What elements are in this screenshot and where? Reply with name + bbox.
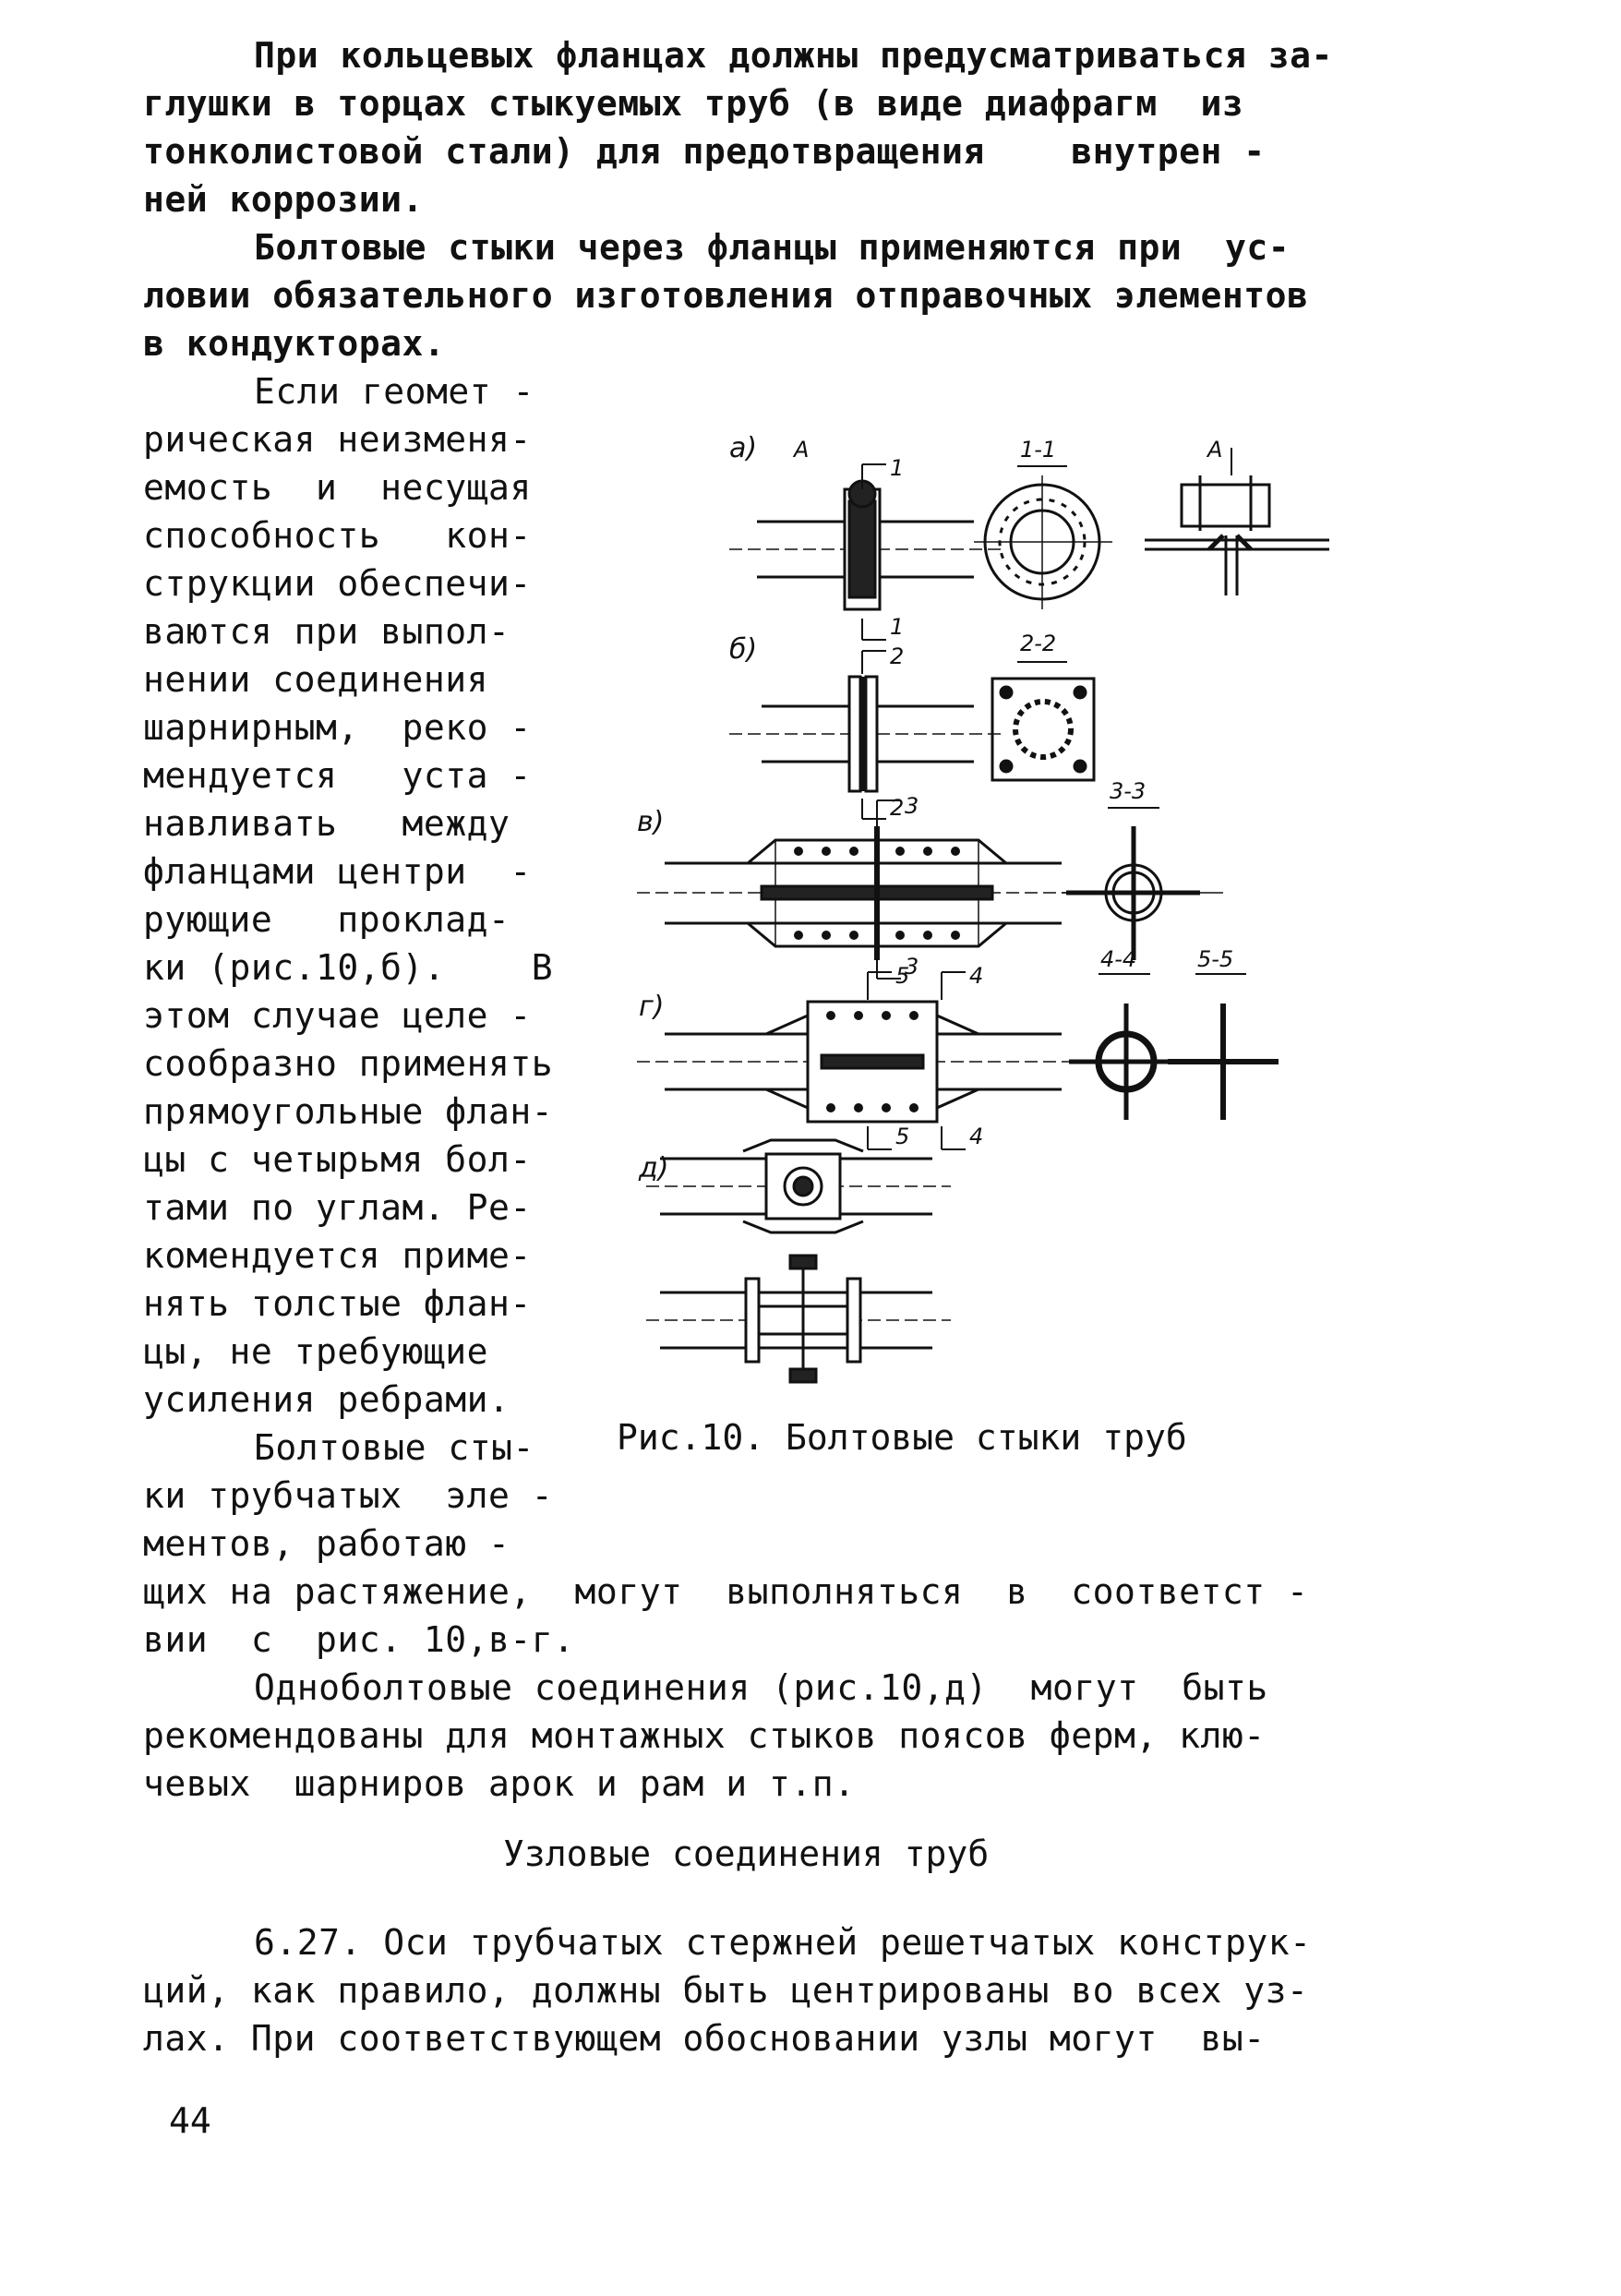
text-line: ки трубчатых эле - [143,1475,554,1516]
text-line: ций, как правило, должны быть центрированы во всех уз- [143,1970,1309,2011]
label-b: б) [729,633,758,666]
label-section-2-bottom: 2 [890,795,905,821]
text-line: тонколистовой стали) для предотвращения внутрен - [143,131,1266,172]
text-line: емость и несущая [143,467,532,508]
text-line: усиления ребрами. [143,1379,510,1420]
text-line: фланцами центри - [143,851,532,892]
text-line: рическая неизменя- [143,419,532,460]
text-line: цы, не требующие [143,1331,489,1372]
text-line: в кондукторах. [143,323,446,364]
label-A-detail: А [1207,437,1223,463]
text-line: щих на растяжение, могут выполняться в соответст - [143,1571,1309,1612]
text-line: чевых шарниров арок и рам и т.п. [143,1763,856,1804]
label-section-3-bottom: 3 [905,954,919,980]
joint-g [637,972,1279,1149]
text-line: навливать между [143,803,510,844]
label-d: д) [639,1152,669,1184]
label-a: а) [729,432,758,464]
label-4-4: 4-4 [1100,946,1137,972]
text-line: шарнирным, реко - [143,707,532,748]
label-3-3: 3-3 [1110,778,1147,804]
label-section-1-bottom: 1 [890,614,905,640]
text-line: Одноболтовые соединения (рис.10,д) могут быть [254,1667,1268,1708]
joint-d [646,1140,951,1382]
text-line: нять толстые флан- [143,1283,532,1324]
page-number: 44 [169,2100,211,2141]
text-line: При кольцевых фланцах должны предусматриваться за- [254,35,1333,76]
figure-caption: Рис.10. Болтовые стыки труб [617,1417,1187,1458]
text-line: прямоугольные флан- [143,1091,554,1132]
figure-bolted-pipe-joints [628,420,1348,1389]
text-line: нении соединения [143,659,489,700]
text-line: тами по углам. Ре- [143,1187,532,1228]
text-line: ваются при выпол- [143,611,510,652]
label-section-3: 3 [905,793,919,819]
text-line: мендуется уста - [143,755,532,796]
label-v: в) [637,806,665,838]
text-line: цы с четырьмя бол- [143,1139,532,1180]
text-line: ки (рис.10,б). В [143,947,554,988]
text-line: способность кон- [143,515,532,556]
label-A-top: А [794,437,810,463]
text-line: Болтовые стыки через фланцы применяются при ус- [254,227,1291,268]
label-section-1: 1 [890,455,905,481]
label-section-2: 2 [890,643,905,669]
text-line: ловии обязательного изготовления отправочных элементов [143,275,1309,316]
text-line: вии с рис. 10,в-г. [143,1619,575,1660]
joint-a [729,448,1329,640]
text-line: комендуется приме- [143,1235,532,1276]
label-section-4: 4 [969,963,984,989]
text-line: 6.27. Оси трубчатых стержней решетчатых конструк- [254,1922,1312,1963]
text-line: рекомендованы для монтажных стыков поясов ферм, клю- [143,1715,1266,1756]
label-section-5-bottom: 5 [895,1124,910,1149]
text-line: Если геомет - [254,371,534,412]
text-line: глушки в торцах стыкуемых труб (в виде диафрагм из [143,83,1244,124]
text-line: струкции обеспечи- [143,563,532,604]
label-section-5: 5 [895,963,910,989]
text-line: лах. При соответствующем обосновании узлы могут вы- [143,2018,1266,2059]
text-line: этом случае целе - [143,995,532,1036]
label-1-1: 1-1 [1020,437,1057,463]
label-2-2: 2-2 [1020,631,1057,656]
text-line: сообразно применять [143,1043,554,1084]
label-5-5: 5-5 [1197,946,1234,972]
text-line: Болтовые сты- [254,1427,534,1468]
text-line: рующие проклад- [143,899,510,940]
text-line: ментов, работаю - [143,1523,510,1564]
text-line: ней коррозии. [143,179,424,220]
section-heading: Узловые соединения труб [503,1833,990,1874]
label-g: г) [639,991,665,1023]
label-section-4-bottom: 4 [969,1124,984,1149]
